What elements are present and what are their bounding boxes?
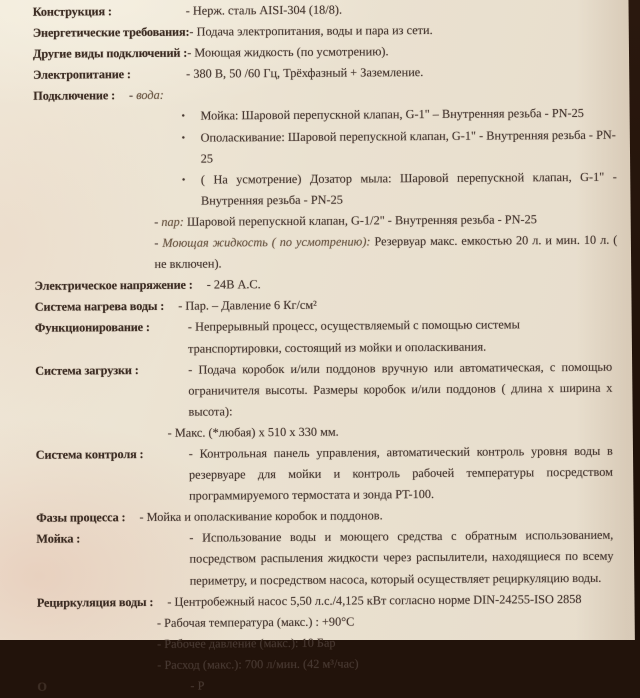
spec-value: - Расход (макс.): 700 л/мин. (42 м³/час)	[157, 656, 358, 671]
spec-value: - Рабочая температура (макс.) : +90°C	[157, 614, 354, 629]
spec-row	[37, 588, 640, 613]
list-item	[34, 166, 639, 212]
spec-subline	[34, 230, 617, 276]
spec-value: - Р	[190, 673, 614, 684]
list-item-text: Мойка: Шаровой перепускной клапан, G-1" – Внутренняя резьба - PN-25	[200, 103, 616, 127]
spec-row	[36, 440, 640, 508]
spec-value: - Подача коробок и/или поддонов вручную или автоматическая, с помощью ограничителя высоты. Размеры коробок и/или поддонов ( длина x ширина x высота):	[188, 356, 612, 422]
spec-label: Конструкция :	[33, 1, 186, 23]
spec-value: - Рабочее давление (макс.): 10 Бар	[157, 635, 336, 650]
spec-value: - Непрерывный процесс, осуществляемый с помощью системы транспортировки, состоящий из мойки и ополаскивания.	[188, 314, 612, 359]
spec-value: - Нерж. сталь AISI-304 (18/8).	[186, 0, 610, 22]
spec-label: Энергетические требования:	[33, 22, 190, 44]
spec-label: Система нагрева воды :	[35, 299, 165, 314]
spec-label: Электропитание :	[33, 64, 186, 86]
spec-label: Мойка :	[36, 528, 189, 592]
spec-value-rest: Резервуар макс. емкостью 20 л. и мин. 10 л. ( не включен).	[154, 233, 617, 271]
spec-value: - Пар. – Давление 6 Кг/см²	[178, 298, 317, 313]
spec-value: - Моющая жидкость (по усмотрению).	[187, 40, 611, 64]
bullet-icon: •	[182, 169, 201, 211]
spec-value: - 24В A.C.	[207, 277, 261, 291]
spec-value: -	[154, 236, 162, 250]
spec-value: - Мойка и ополаскивание коробок и поддонов.	[139, 509, 382, 525]
bullet-icon: •	[181, 106, 200, 127]
list-item-text: ( На усмотрение) Дозатор мыла: Шаровой перепускной клапан, G-1" - Внутренняя резьба - PN-25	[201, 166, 617, 211]
spec-row	[36, 525, 640, 593]
spec-value: - Центробежный насос 5,50 л.с./4,125 кВт согласно норме DIN-24255-ISO 2858	[167, 592, 581, 609]
spec-value: - Подача электропитания, воды и пара из сети.	[189, 19, 613, 43]
spec-label: Подключение :	[33, 89, 115, 104]
spec-label: Фазы процесса :	[36, 510, 125, 525]
spec-label: Система загрузки :	[35, 359, 188, 423]
spec-value-italic: пар:	[161, 215, 184, 229]
spec-label: Электрическое напряжение :	[35, 278, 193, 293]
spec-label: Функционирование :	[35, 317, 188, 360]
list-item	[34, 124, 639, 170]
spec-row	[35, 314, 640, 360]
spec-row	[35, 356, 640, 424]
spec-label: Другие виды подключений :	[33, 43, 187, 65]
spec-label: Рециркуляция воды :	[37, 595, 154, 610]
spec-value: -	[154, 215, 161, 229]
spec-value: - 380 В, 50 /60 Гц, Трёхфазный + Заземление.	[186, 61, 610, 85]
spec-row	[33, 61, 638, 86]
list-item-text: Ополаскивание: Шаровой перепускной клапан, G-1" - Внутренняя резьба - PN-25	[201, 124, 617, 169]
spec-value-rest: Шаровой перепускной клапан, G-1/2" - Внутренняя резьба - PN-25	[184, 212, 537, 228]
spec-value-italic: вода:	[136, 88, 164, 102]
spec-value: - Макс. (*любая) x 510 x 330 мм.	[168, 425, 339, 440]
spec-value: -	[129, 88, 136, 102]
spec-value: - Контрольная панель управления, автоматический контроль уровня воды в резервуаре для мойки и контроль рабочей температуры посредством программируемого термостата и зонда PT-100.	[189, 441, 613, 507]
spec-label: Система контроля :	[36, 444, 189, 508]
spec-value-italic: Моющая жидкость ( по усмотрению):	[162, 234, 370, 249]
bullet-icon: •	[182, 127, 201, 169]
spec-label: О	[37, 676, 190, 685]
spec-value: - Использование воды и моющего средства с обратным использованием, посредством распыления жидкости через распылители, находящиеся по всему периметру, и посредством насоса, который осуществляет рециркуляцию воды.	[189, 525, 613, 591]
